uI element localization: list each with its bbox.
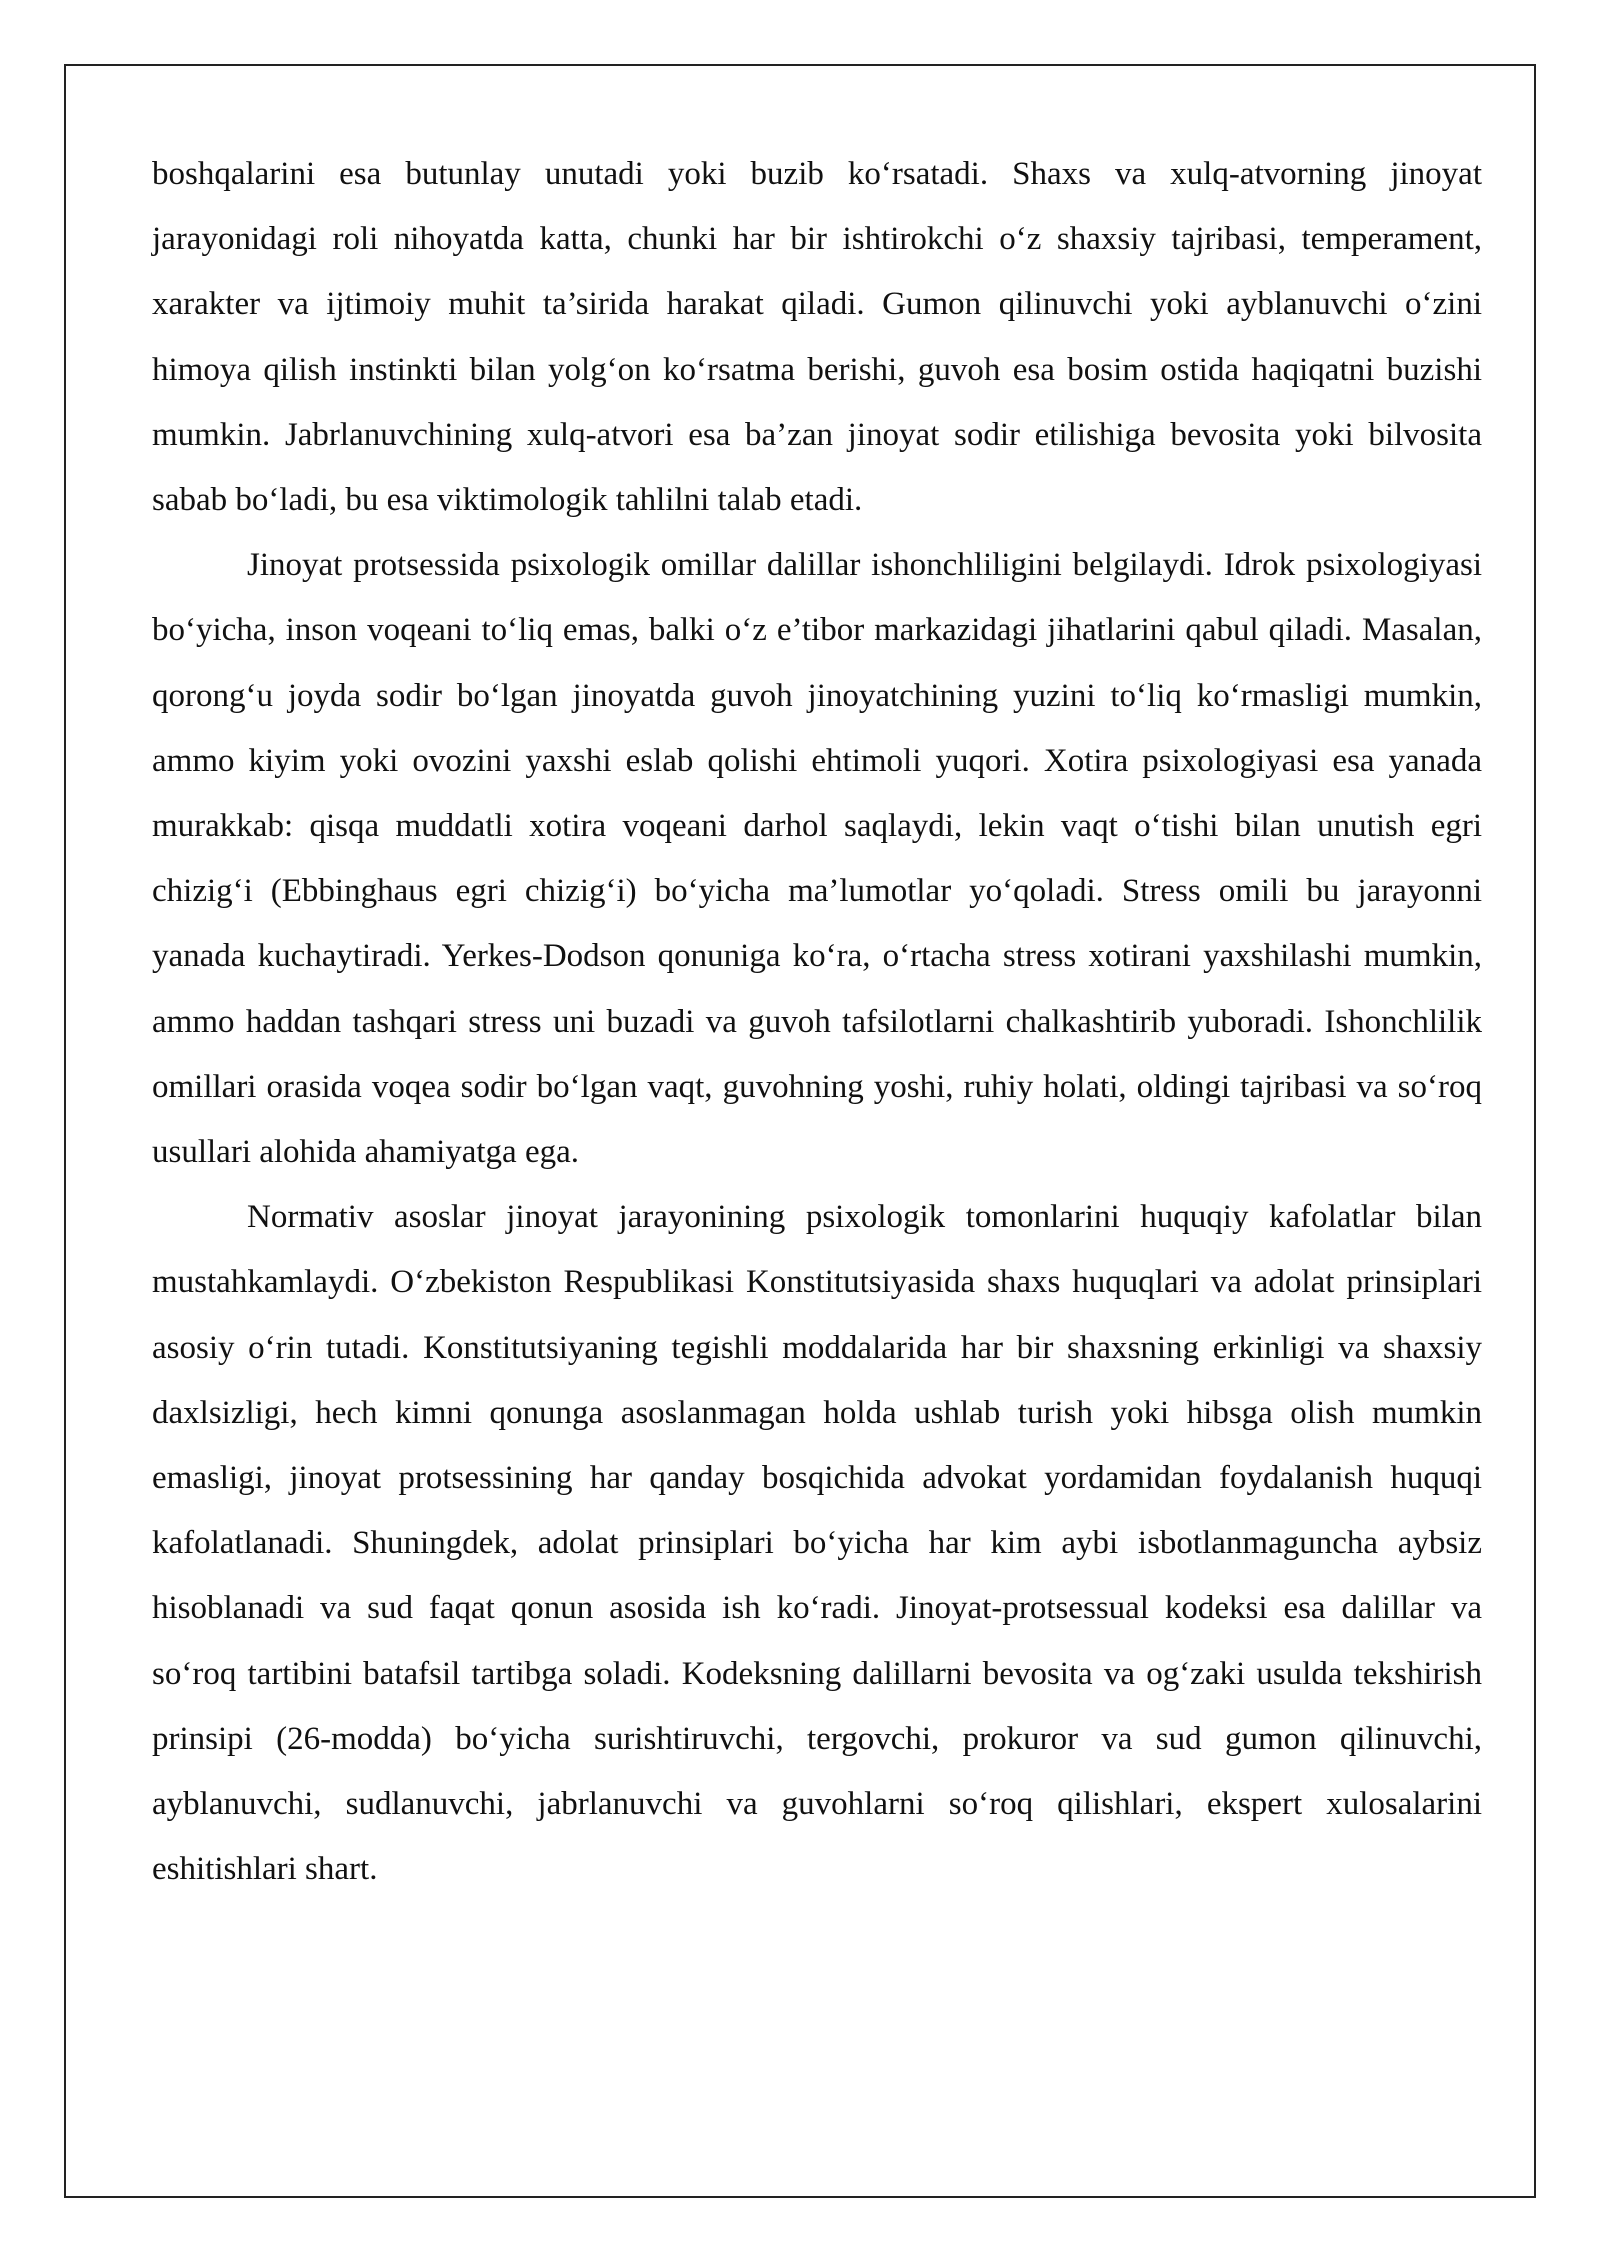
document-body [152,142,1482,1902]
paragraph-1: boshqalarini esa butunlay unutadi yoki buzib ko‘rsatadi. Shaxs va xulq-atvorning jinoyat jarayonidagi roli nihoyatda katta, chunki har bir ishtirokchi o‘z shaxsiy tajribasi, temperament, xarakter va ijtimoiy muhit ta’sirida harakat qiladi. Gumon qilinuvchi yoki ayblanuvchi o‘zini himoya qilish instinkti bilan yolg‘on ko‘rsatma berishi, guvoh esa bosim ostida haqiqatni buzishi mumkin. Jabrlanuvchining xulq-atvori esa ba’zan jinoyat sodir etilishiga bevosita yoki bilvosita sabab bo‘ladi, bu esa viktimologik tahlilni talab etadi. [152,156,1482,519]
paragraph-3: Normativ asoslar jinoyat jarayonining psixologik tomonlarini huquqiy kafolatlar bilan mustahkamlaydi. O‘zbekiston Respublikasi Konstitutsiyasida shaxs huquqlari va adolat prinsiplari asosiy o‘rin tutadi. Konstitutsiyaning tegishli moddalarida har bir shaxsning erkinligi va shaxsiy daxlsizligi, hech kimni qonunga asoslanmagan holda ushlab turish yoki hibsga olish mumkin emasligi, jinoyat protsessining har qanday bosqichida advokat yordamidan foydalanish huquqi kafolatlanadi. Shuningdek, adolat prinsiplari bo‘yicha har kim aybi isbotlanmaguncha aybsiz hisoblanadi va sud faqat qonun asosida ish ko‘radi. Jinoyat-protsessual kodeksi esa dalillar va so‘roq tartibini batafsil tartibga soladi. Kodeksning dalillarni bevosita va og‘zaki usulda tekshirish prinsipi (26-modda) bo‘yicha surishtiruvchi, tergovchi, prokuror va sud gumon qilinuvchi, ayblanuvchi, sudlanuvchi, jabrlanuvchi va guvohlarni so‘roq qilishlari, ekspert xulosalarini eshitishlari shart. [152,1199,1482,1888]
paragraph-2: Jinoyat protsessida psixologik omillar dalillar ishonchliligini belgilaydi. Idrok psixologiyasi bo‘yicha, inson voqeani to‘liq emas, balki o‘z e’tibor markazidagi jihatlarini qabul qiladi. Masalan, qorong‘u joyda sodir bo‘lgan jinoyatda guvoh jinoyatchining yuzini to‘liq ko‘rmasligi mumkin, ammo kiyim yoki ovozini yaxshi eslab qolishi ehtimoli yuqori. Xotira psixologiyasi esa yanada murakkab: qisqa muddatli xotira voqeani darhol saqlaydi, lekin vaqt o‘tishi bilan unutish egri chizig‘i (Ebbinghaus egri chizig‘i) bo‘yicha ma’lumotlar yo‘qoladi. Stress omili bu jarayonni yanada kuchaytiradi. Yerkes-Dodson qonuniga ko‘ra, o‘rtacha stress xotirani yaxshilashi mumkin, ammo haddan tashqari stress uni buzadi va guvoh tafsilotlarni chalkashtirib yuboradi. Ishonchlilik omillari orasida voqea sodir bo‘lgan vaqt, guvohning yoshi, ruhiy holati, oldingi tajribasi va so‘roq usullari alohida ahamiyatga ega. [152,547,1482,1171]
